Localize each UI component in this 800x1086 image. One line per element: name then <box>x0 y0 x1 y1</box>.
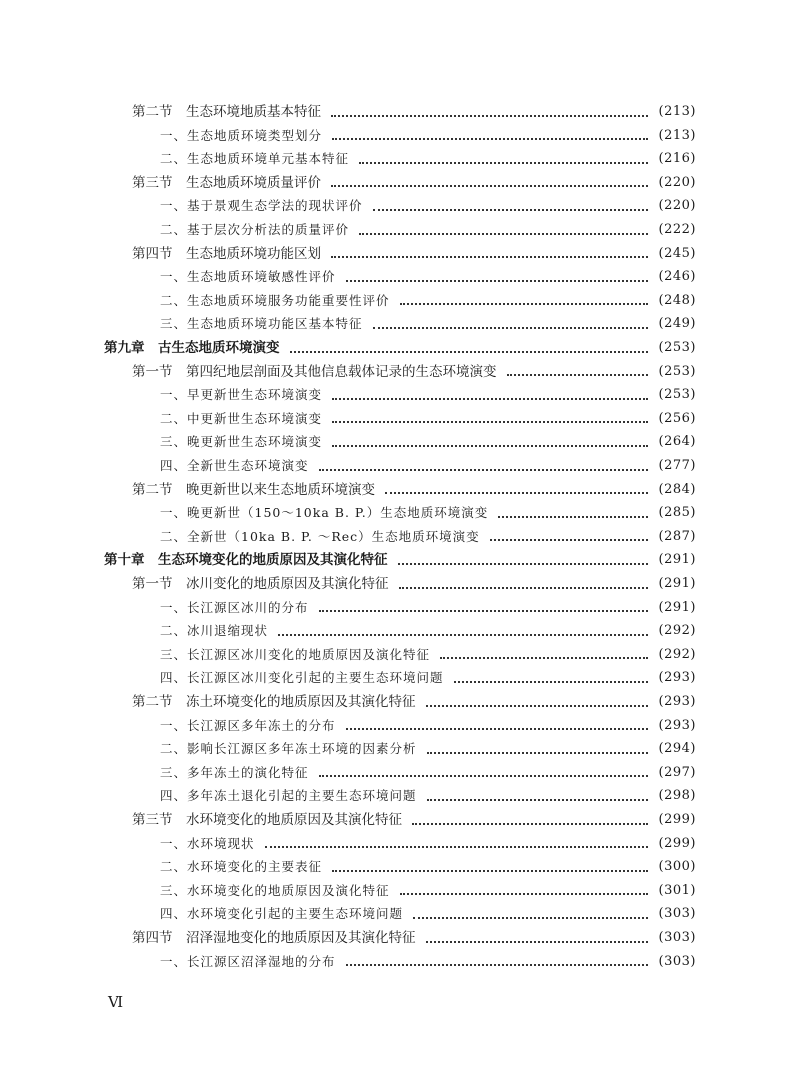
toc-entry-title: 第四节 生态地质环境功能区划 <box>132 245 321 262</box>
toc-entry-item[interactable] <box>0 950 800 974</box>
toc-entry-item[interactable] <box>0 902 800 926</box>
toc-entry-item[interactable] <box>0 289 800 313</box>
dot-leader <box>490 538 648 541</box>
toc-entry-page-number: (245) <box>658 245 696 261</box>
toc-entry-page-number: (284) <box>658 481 696 497</box>
dot-leader <box>359 161 648 164</box>
dot-leader <box>290 350 649 353</box>
dot-leader <box>498 515 648 518</box>
toc-entry-section[interactable] <box>0 572 800 596</box>
toc-entry-page-number: (303) <box>658 906 696 922</box>
dot-leader <box>426 704 649 707</box>
toc-entry-item[interactable] <box>0 761 800 785</box>
toc-entry-item[interactable] <box>0 832 800 856</box>
toc-entry-item[interactable] <box>0 855 800 879</box>
dot-leader <box>412 822 648 825</box>
toc-entry-item[interactable] <box>0 596 800 620</box>
toc-entry-title: 第十章 生态环境变化的地质原因及其演化特征 <box>104 552 388 569</box>
toc-entry-page-number: (256) <box>658 410 696 426</box>
toc-entry-page-number: (264) <box>658 434 696 450</box>
dot-leader <box>454 680 648 683</box>
toc-entry-title: 一、长江源区沼泽湿地的分布 <box>160 953 336 969</box>
toc-entry-section[interactable] <box>0 926 800 950</box>
toc-entry-page-number: (216) <box>658 151 696 167</box>
dot-leader <box>385 491 648 494</box>
toc-entry-title: 第三节 生态地质环境质量评价 <box>132 174 321 191</box>
toc-entry-page-number: (300) <box>658 859 696 875</box>
toc-entry-item[interactable] <box>0 430 800 454</box>
dot-leader <box>319 774 648 777</box>
toc-entry-item[interactable] <box>0 147 800 171</box>
toc-entry-title: 四、全新世生态环境演变 <box>160 458 309 473</box>
dot-leader <box>331 255 648 258</box>
toc-entry-item[interactable] <box>0 124 800 148</box>
toc-entry-title: 四、长江源区冰川变化引起的主要生态环境问题 <box>160 670 444 686</box>
toc-entry-title: 第三节 水环境变化的地质原因及其演化特征 <box>132 812 402 828</box>
dot-leader <box>332 444 648 447</box>
toc-entry-title: 二、基于层次分析法的质量评价 <box>160 222 350 237</box>
dot-leader <box>373 208 648 211</box>
dot-leader <box>413 916 648 919</box>
toc-entry-title: 一、生态地质环境敏感性评价 <box>160 269 336 285</box>
dot-leader <box>427 798 648 801</box>
toc-entry-page-number: (293) <box>658 717 696 733</box>
dot-leader <box>319 609 648 612</box>
toc-entry-title: 四、水环境变化引起的主要生态环境问题 <box>160 906 404 922</box>
toc-entry-page-number: (246) <box>658 269 696 285</box>
dot-leader <box>400 302 648 305</box>
toc-entry-page-number: (222) <box>658 222 696 237</box>
toc-entry-page-number: (303) <box>658 930 696 945</box>
toc-entry-title: 二、生态地质环境服务功能重要性评价 <box>160 292 390 308</box>
toc-entry-page-number: (297) <box>658 764 696 780</box>
toc-entry-title: 三、晚更新世生态环境演变 <box>160 434 323 450</box>
toc-entry-section[interactable] <box>0 360 800 384</box>
toc-entry-page-number: (291) <box>658 576 696 591</box>
toc-entry-page-number: (294) <box>658 741 696 757</box>
toc-entry-item[interactable] <box>0 265 800 289</box>
dot-leader <box>399 586 649 589</box>
toc-entry-page-number: (213) <box>658 104 696 119</box>
toc-entry-item[interactable] <box>0 525 800 549</box>
toc-entry-page-number: (299) <box>658 812 696 827</box>
toc-entry-item[interactable] <box>0 714 800 738</box>
toc-entry-page-number: (287) <box>658 528 696 544</box>
toc-entry-page-number: (291) <box>658 599 696 615</box>
toc-entry-item[interactable] <box>0 218 800 242</box>
dot-leader <box>346 727 648 730</box>
toc-entry-title: 三、生态地质环境功能区基本特征 <box>160 316 363 332</box>
toc-entry-title: 三、多年冻土的演化特征 <box>160 764 309 780</box>
dot-leader <box>278 633 648 636</box>
dot-leader <box>440 656 648 659</box>
toc-entry-item[interactable] <box>0 643 800 667</box>
toc-entry-title: 二、冰川退缩现状 <box>160 623 269 639</box>
toc-entry-item[interactable] <box>0 501 800 525</box>
toc-entry-title: 第一节 冰川变化的地质原因及其演化特征 <box>132 576 389 592</box>
toc-entry-title: 二、影响长江源区多年冻土环境的因素分析 <box>160 741 417 757</box>
dot-leader <box>332 137 648 140</box>
toc-entry-title: 第二节 生态环境地质基本特征 <box>132 104 321 120</box>
toc-entry-item[interactable] <box>0 619 800 643</box>
toc-entry-item[interactable] <box>0 737 800 761</box>
toc-entry-page-number: (293) <box>658 670 696 686</box>
toc-entry-page-number: (248) <box>658 292 696 308</box>
toc-entry-item[interactable] <box>0 879 800 903</box>
toc-entry-title: 第九章 古生态地质环境演变 <box>104 340 280 356</box>
dot-leader <box>400 892 648 895</box>
toc-entry-section[interactable] <box>0 808 800 832</box>
toc-entry-page-number: (220) <box>658 198 696 214</box>
toc-entry-title: 第四节 沼泽湿地变化的地质原因及其演化特征 <box>132 930 416 946</box>
toc-entry-page-number: (292) <box>658 646 696 662</box>
toc-entry-title: 一、长江源区多年冻土的分布 <box>160 717 336 733</box>
toc-entry-section[interactable] <box>0 690 800 714</box>
toc-entry-page-number: (285) <box>658 505 696 521</box>
toc-entry-title: 二、水环境变化的主要表征 <box>160 859 323 875</box>
toc-entry-page-number: (298) <box>658 788 696 804</box>
dot-leader <box>359 232 648 235</box>
toc-entry-title: 一、生态地质环境类型划分 <box>160 127 323 143</box>
toc-entry-section[interactable] <box>0 478 800 502</box>
dot-leader <box>507 373 649 376</box>
toc-entry-page-number: (253) <box>658 363 696 379</box>
toc-entry-page-number: (253) <box>658 340 696 355</box>
toc-entry-title: 一、晚更新世（150～10ka B. P.）生态地质环境演变 <box>160 505 489 521</box>
toc-entry-page-number: (220) <box>658 174 696 190</box>
toc-entry-page-number: (301) <box>658 882 696 898</box>
toc-entry-page-number: (253) <box>658 387 696 403</box>
dot-leader <box>331 184 648 187</box>
dot-leader <box>346 963 648 966</box>
dot-leader <box>332 869 648 872</box>
toc-entry-item[interactable] <box>0 383 800 407</box>
toc-entry-section[interactable] <box>0 100 800 124</box>
dot-leader <box>426 940 649 943</box>
page-folio: Ⅵ <box>108 993 125 1011</box>
toc-entry-title: 第二节 冻土环境变化的地质原因及其演化特征 <box>132 694 416 710</box>
toc-entry-item[interactable] <box>0 194 800 218</box>
toc-entry-title: 二、全新世（10ka B. P. ～Rec）生态地质环境演变 <box>160 528 480 544</box>
toc-entry-section[interactable] <box>0 242 800 266</box>
toc-entry-page-number: (291) <box>658 552 696 568</box>
dot-leader <box>427 751 648 754</box>
toc-entry-page-number: (249) <box>658 316 696 332</box>
toc-entry-page-number: (292) <box>658 623 696 639</box>
toc-entry-item[interactable] <box>0 312 800 336</box>
dot-leader <box>346 279 648 282</box>
dot-leader <box>319 468 648 471</box>
dot-leader <box>398 562 649 565</box>
toc-entry-title: 第一节 第四纪地层剖面及其他信息载体记录的生态环境演变 <box>132 363 497 380</box>
toc-entry-item[interactable] <box>0 407 800 431</box>
toc-entry-title: 一、早更新世生态环境演变 <box>160 387 323 403</box>
toc-entry-item[interactable] <box>0 666 800 690</box>
dot-leader <box>265 845 648 848</box>
toc-entry-page-number: (293) <box>658 694 696 709</box>
toc-entry-title: 一、水环境现状 <box>160 835 255 851</box>
toc-entry-title: 一、长江源区冰川的分布 <box>160 599 309 615</box>
toc-entry-title: 一、基于景观生态学法的现状评价 <box>160 198 363 214</box>
toc-entry-section[interactable] <box>0 171 800 195</box>
toc-entry-page-number: (303) <box>658 953 696 969</box>
toc-entry-title: 二、中更新世生态环境演变 <box>160 410 323 426</box>
toc-entry-title: 第二节 晚更新世以来生态地质环境演变 <box>132 481 375 498</box>
toc-entry-item[interactable] <box>0 454 800 478</box>
toc-entry-item[interactable] <box>0 784 800 808</box>
toc-entry-title: 四、多年冻土退化引起的主要生态环境问题 <box>160 788 417 804</box>
toc-entry-page-number: (277) <box>658 458 696 473</box>
toc-entry-page-number: (299) <box>658 835 696 851</box>
toc-entry-chapter[interactable] <box>0 548 800 572</box>
toc-entry-title: 三、长江源区冰川变化的地质原因及演化特征 <box>160 646 431 662</box>
toc-entry-page-number: (213) <box>658 127 696 143</box>
dot-leader <box>331 114 648 117</box>
dot-leader <box>373 326 648 329</box>
toc-entry-title: 二、生态地质环境单元基本特征 <box>160 151 350 167</box>
dot-leader <box>332 397 648 400</box>
dot-leader <box>332 420 648 423</box>
toc-entry-chapter[interactable] <box>0 336 800 360</box>
toc-entry-title: 三、水环境变化的地质原因及演化特征 <box>160 882 390 898</box>
